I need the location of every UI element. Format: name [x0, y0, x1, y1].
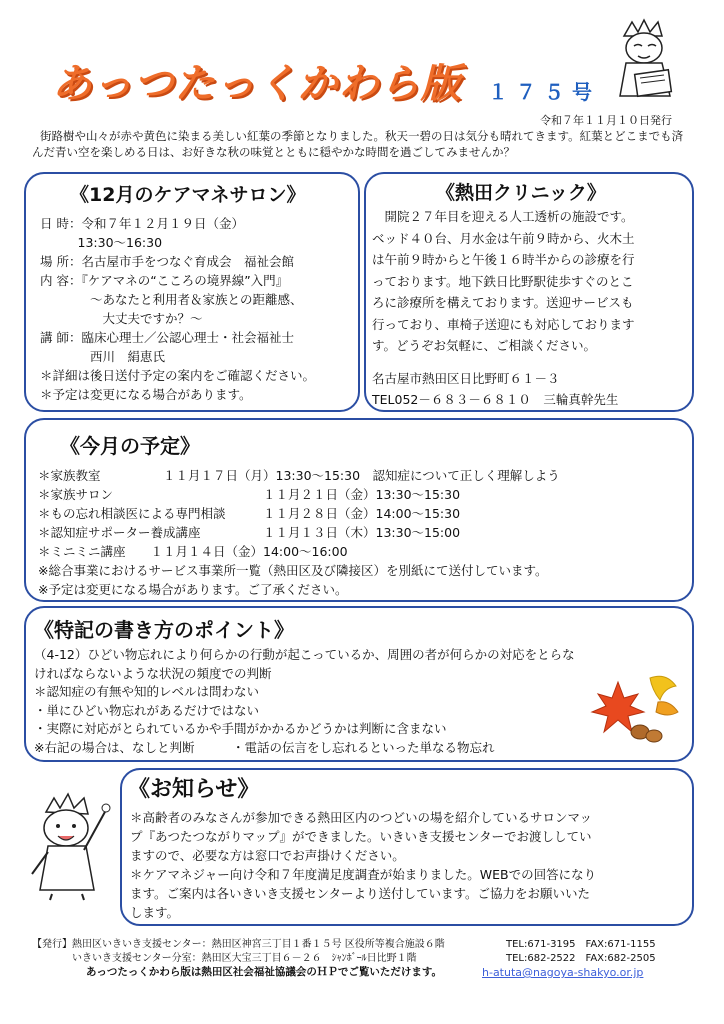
mascot-cheering-illustration [26, 790, 116, 902]
issue-number: １７５号 [488, 80, 600, 104]
points-box [24, 606, 694, 762]
points-list [34, 646, 575, 757]
newsletter-title: あっつたっくかわら版 [52, 61, 462, 107]
clinic-line: 開院２７年目を迎える人工透析の施設です。 [372, 209, 634, 224]
clinic-details [372, 206, 635, 357]
notice-heading: 《お知らせ》 [128, 777, 260, 802]
points-line: ・実際に対応がとられているかや手間がかかるかどうかは判断に含まない [34, 721, 447, 736]
salon-line: ＊詳細は後日送付予定の案内をご確認ください。 [40, 368, 316, 383]
points-heading: 《特記の書き方のポイント》 [34, 618, 294, 642]
notice-line: します。 [130, 905, 180, 920]
salon-line: 場 所：名古屋市手をつなぐ育成会 福祉会館 [40, 254, 294, 269]
salon-line: ＊予定は変更になる場合があります。 [40, 387, 252, 402]
schedule-list [38, 466, 560, 599]
schedule-item: ＊家族サロン １１月２１日（金）13:30～15:30 [38, 487, 461, 502]
notice-line: ＊高齢者のみなさんが参加できる熱田区内のつどいの場を紹介しているサロンマッ [130, 810, 593, 825]
mascot-reading-illustration [606, 18, 686, 100]
footer-tel-2: TEL:682-2522 FAX:682-2505 [506, 953, 656, 964]
schedule-item: ＊認知症サポーター養成講座 １１月１３日（木）13:30～15:00 [38, 525, 461, 540]
points-line: ければならないような状況の頻度での判断 [34, 665, 272, 681]
schedule-item: ＊ミニミニ講座 １１月１４日（金）14:00～16:00 [38, 544, 348, 559]
clinic-line: は午前９時からと午後１６時半からの診療を行 [372, 252, 635, 267]
notice-line: ますので、必要な方は窓口でお声掛けください。 [130, 848, 405, 863]
clinic-address: 名古屋市熱田区日比野町６１－３ [372, 371, 560, 386]
salon-line: 内 容：『ケアマネの“こころの境界線”入門』 [40, 273, 289, 288]
points-line: ※右記の場合は、なしと判断 ・電話の伝言をし忘れるといった単なる物忘れ [34, 739, 495, 755]
schedule-box [24, 418, 694, 602]
footer-line-1: 【発行】熱田区いきいき支援センター：熱田区神宮三丁目１番１５号 区役所等複合施設６階 [32, 939, 445, 950]
notice-line: ます。ご案内は各いきいき支援センターより送付しています。ご協力をお願いいた [130, 886, 591, 901]
schedule-item: ※総合事業におけるサービス事業所一覧（熱田区及び隣接区）を別紙にて送付しています。 [38, 563, 548, 578]
footer-line-2: いきいき支援センター分室：熱田区大宝三丁目６－２６ ｼｬﾝﾎﾞｰﾙ日比野１階 [72, 953, 417, 964]
schedule-item: ＊家族教室 １１月１７日（月）13:30～15:30 認知症について正しく理解しよう [38, 468, 560, 483]
notice-line: プ『あつたつながりマップ』ができました。いきいき支援センターでお渡ししてい [130, 829, 592, 844]
clinic-line: ろに診療所を構えております。送迎サービスも [372, 295, 634, 310]
intro-paragraph: 街路樹や山々が赤や黄色に染まる美しい紅葉の季節となりました。秋天一碧の日は気分も晴れてきます。紅葉とどこまでも済んだ青い空を楽しめる日は、お好きな秋の味覚とともに穏やかな時間を過ごしてみませんか？ [32, 129, 684, 159]
clinic-heading: 《熱田クリニック》 [436, 182, 606, 204]
schedule-heading: 《今月の予定》 [60, 434, 200, 458]
clinic-contact [372, 368, 618, 410]
notice-line: ＊ケアマネジャー向け令和７年度満足度調査が始まりました。WEBでの回答になり [130, 867, 597, 882]
salon-line: 日 時：令和７年１２月１９日（金） [40, 216, 244, 231]
salon-details [40, 214, 315, 404]
footer-tel-1: TEL:671-3195 FAX:671-1155 [506, 939, 656, 950]
notice-box [120, 768, 694, 926]
schedule-item: ※予定は変更になる場合があります。ご了承ください。 [38, 582, 348, 597]
clinic-tel: TEL052－６８３－６８１０ 三輪真幹先生 [372, 392, 619, 407]
salon-heading: 《12月のケアマネサロン》 [70, 184, 306, 206]
salon-line: 13:30～16:30 [40, 235, 163, 250]
autumn-leaves-illustration [588, 672, 688, 746]
footer-line-3: あっつたっくかわら版は熱田区社会福祉協議会のＨＰでご覧いただけます。 [86, 966, 443, 978]
clinic-line: っております。地下鉄日比野駅徒歩すぐのとこ [372, 273, 634, 289]
salon-line: 大丈夫ですか？～ [40, 311, 203, 326]
schedule-item: ＊もの忘れ相談医による専門相談 １１月２８日（金）14:00～15:30 [38, 506, 461, 521]
notice-list [130, 808, 596, 922]
clinic-line: す。どうぞお気軽に、ご相談ください。 [372, 338, 597, 353]
issue-date: 令和７年１１月１０日発行 [540, 114, 672, 127]
points-line: ＊認知症の有無や知的レベルは問わない [34, 684, 260, 699]
clinic-line: ベッド４０台、月水金は午前９時から、火木土 [372, 230, 635, 246]
clinic-box [364, 172, 694, 412]
salon-line: ～あなたと利用者＆家族との距離感、 [40, 292, 303, 307]
salon-line: 講 師：臨床心理士／公認心理士・社会福祉士 [40, 330, 294, 345]
salon-line: 西川 絹恵氏 [40, 349, 166, 364]
points-line: （4-12）ひどい物忘れにより何らかの行動が起こっているか、周囲の者が何らかの対応をとらな [34, 647, 575, 662]
clinic-line: 行っており、車椅子送迎にも対応しております [372, 316, 635, 332]
salon-box [24, 172, 360, 412]
points-line: ・単にひどい物忘れがあるだけではない [34, 702, 260, 718]
footer-email-link[interactable]: h-atuta@nagoya-shakyo.or.jp [482, 966, 644, 979]
